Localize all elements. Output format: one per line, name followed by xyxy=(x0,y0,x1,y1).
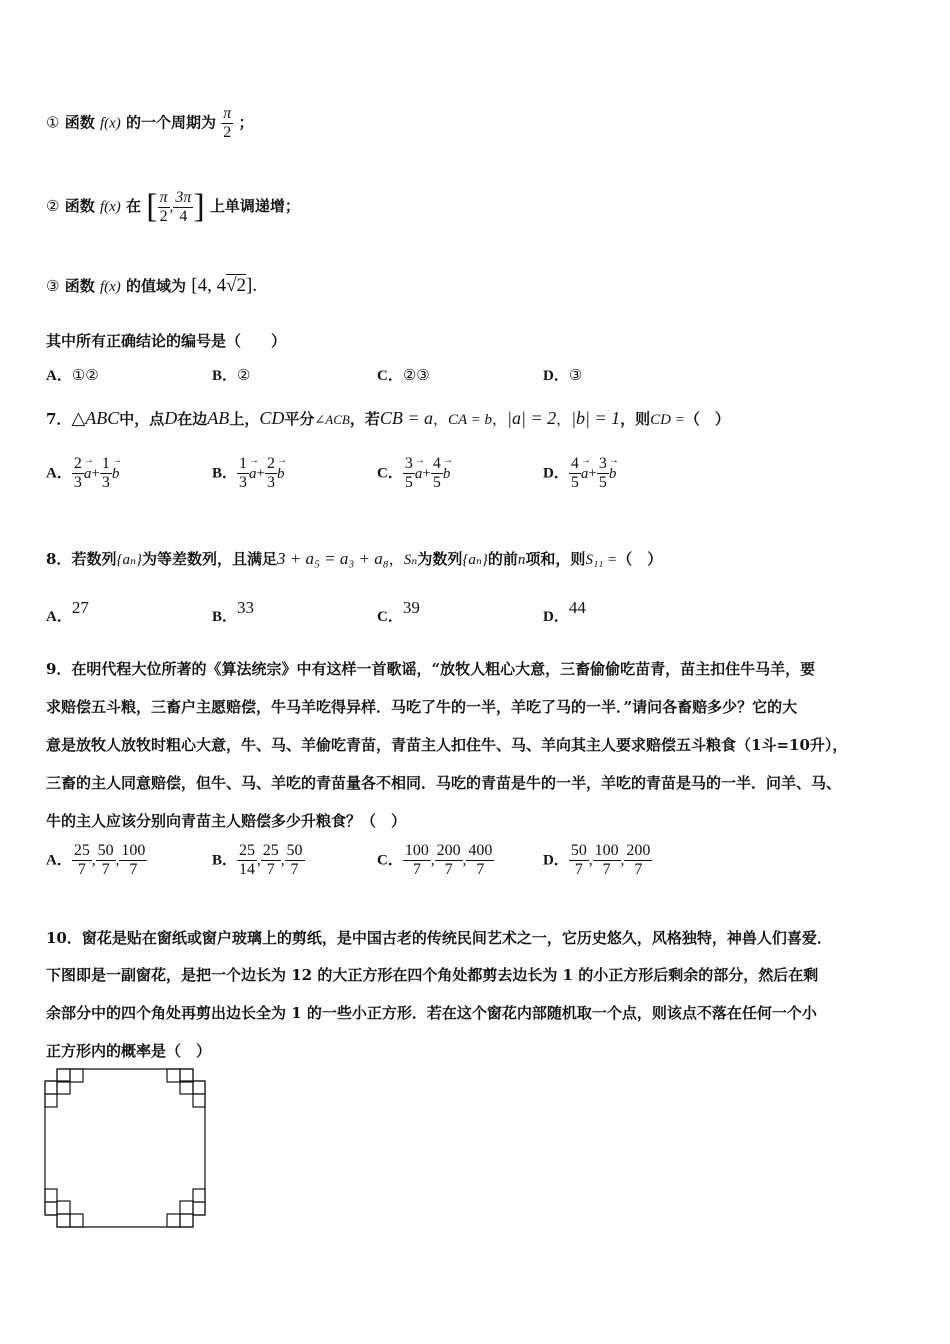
q7-option-c[interactable]: C． $\frac{3}{5}$ → a+ $\frac{4}{5}$ → b xyxy=(377,455,450,492)
small-square xyxy=(57,1081,70,1094)
small-square xyxy=(193,1189,205,1202)
text: 项和，则 xyxy=(525,550,586,568)
small-square xyxy=(45,1189,57,1202)
text: （ ） xyxy=(684,410,730,428)
q10-line-2: 下图即是一副窗花，是把一个边长为 12 的大正方形在四个角处都剪去边长为 1 的小正方形后剩余的部分，然后在剩 xyxy=(46,966,819,984)
q9-option-a[interactable]: A． $\frac{25}{7}$ , $\frac{50}{7}$ , $\frac{100}{7}$ xyxy=(46,842,146,878)
small-square xyxy=(45,1094,57,1107)
q7-option-a[interactable]: A． $\frac{2}{3}$ → a+ $\frac{1}{3}$ → b xyxy=(46,455,119,492)
text: 函数 xyxy=(64,277,95,295)
q-num: 7． xyxy=(46,410,72,428)
text: ， xyxy=(432,412,448,428)
math: n xyxy=(517,552,526,568)
math: CD xyxy=(259,408,285,428)
q8-option-b[interactable]: B．33 xyxy=(212,598,255,625)
small-square xyxy=(45,1081,57,1094)
text: 函数 xyxy=(64,197,95,215)
q9-line-3: 意是放牧人放牧时粗心大意，牛、马、羊偷吃青苗，青苗主人扣住牛、马、羊向其主人要求赔偿五斗粮食（1斗=10升）， xyxy=(46,736,848,754)
q8-option-d[interactable]: D．44 xyxy=(543,598,586,625)
math-fx: f(x) xyxy=(99,115,121,132)
text: 的一个周期为 xyxy=(126,113,217,132)
small-square xyxy=(167,1214,180,1227)
math: |b| = 1 xyxy=(571,408,621,428)
q9-line-2: 求赔偿五斗粮，三畜户主愿赔偿，牛马羊吃得异样．马吃了牛的一半，羊吃了马的一半．”请问各畜赔多少？它的大 xyxy=(46,698,798,716)
text: 若数列 xyxy=(71,550,117,568)
q-num: 8． xyxy=(46,550,72,568)
small-square xyxy=(180,1069,193,1082)
text: 平分 xyxy=(284,410,315,428)
window-flower-figure xyxy=(44,1068,208,1230)
math: Sₙ xyxy=(403,552,418,568)
math: ∠ACB xyxy=(314,412,350,427)
question-8-stem xyxy=(46,548,662,569)
text: ，则 xyxy=(620,410,651,428)
math: {aₙ} xyxy=(116,552,143,568)
small-square xyxy=(193,1094,205,1107)
small-square xyxy=(180,1081,193,1094)
question-6-prompt: 其中所有正确结论的编号是（ ） xyxy=(46,332,287,350)
text: 的值域为 xyxy=(126,277,187,295)
text: ， xyxy=(388,552,404,568)
conclusion-3: ③ 函数 f(x) 的值域为 [4, 4√2]. xyxy=(46,275,258,296)
q9-line-1: 9．在明代程大位所著的《算法统宗》中有这样一首歌谣，“放牧人粗心大意，三畜偷偷吃苗青，苗主扣住牛马羊，要 xyxy=(46,660,816,678)
math: CD = xyxy=(650,412,685,428)
q10-line-3: 余部分中的四个角处再剪出边长全为 1 的一些小正方形．若在这个窗花内部随机取一个点，则该点不落在任何一个小 xyxy=(46,1004,817,1022)
math: S₁₁ = xyxy=(585,552,618,568)
q6-option-d[interactable]: D．③ xyxy=(543,368,583,384)
text: （ ） xyxy=(617,550,663,568)
small-square xyxy=(57,1201,70,1214)
text: ， xyxy=(492,412,508,428)
q6-option-a[interactable]: A．①② xyxy=(46,368,99,384)
q6-option-c[interactable]: C．②③ xyxy=(377,368,430,384)
small-square xyxy=(70,1069,83,1082)
small-square xyxy=(167,1069,180,1082)
small-square xyxy=(193,1202,205,1215)
small-square xyxy=(193,1081,205,1094)
range-end: ]. xyxy=(246,275,258,296)
circled-one: ① xyxy=(46,115,60,132)
text: 上， xyxy=(229,410,260,428)
math: 3 + a₅ = a₃ + a₈ xyxy=(277,549,389,568)
q8-option-a[interactable]: A．27 xyxy=(46,598,89,625)
text: ； xyxy=(238,113,254,132)
q9-line-4: 三畜的主人同意赔偿，但牛、马、羊吃的青苗量各不相同．马吃的青苗是牛的一半，羊吃的青苗是马的一半．问羊、马、 xyxy=(46,774,842,792)
small-square xyxy=(57,1214,70,1227)
small-square xyxy=(180,1201,193,1214)
math: D xyxy=(164,408,178,428)
circled-three: ③ xyxy=(46,279,60,295)
q9-option-d[interactable]: D． $\frac{50}{7}$ , $\frac{100}{7}$ , $\frac{200}{7}$ xyxy=(543,842,651,878)
small-square xyxy=(180,1214,193,1227)
small-square xyxy=(70,1214,83,1227)
fraction-pi-over-2: $\frac{\pi}{2}$ xyxy=(223,105,232,141)
q10-line-1: 10．窗花是贴在窗纸或窗户玻璃上的剪纸，是中国古老的传统民间艺术之一，它历史悠久，风格独特，神兽人们喜爱． xyxy=(46,929,832,947)
text: 在边 xyxy=(177,410,208,428)
fraction-lower: $\frac{\pi}{2}$ xyxy=(159,188,168,225)
math-fx: f(x) xyxy=(99,199,121,215)
text: 的前 xyxy=(487,550,518,568)
text: 上单调递增； xyxy=(209,197,300,215)
q6-option-b[interactable]: B．② xyxy=(212,368,251,384)
text: 为数列 xyxy=(417,550,463,568)
sqrt-arg: 2 xyxy=(236,275,247,296)
range-text: [4, 4 xyxy=(191,275,227,296)
q10-line-4: 正方形内的概率是（ ） xyxy=(46,1042,212,1060)
conclusion-2: ② 函数 f(x) 在 [ $\frac{\pi}{2}$ , $\frac{3\pi}{4}$ ] 上单调递增； xyxy=(46,188,300,225)
math-fx: f(x) xyxy=(99,279,121,295)
q9-option-c[interactable]: C． $\frac{100}{7}$ , $\frac{200}{7}$ , $\frac{400}{7}$ xyxy=(377,842,493,878)
text: ，若 xyxy=(349,410,380,428)
text: 为等差数列，且满足 xyxy=(142,550,278,568)
conclusion-1 xyxy=(46,105,254,142)
math: {aₙ} xyxy=(462,552,488,568)
small-square xyxy=(57,1069,70,1082)
outline xyxy=(45,1069,205,1227)
q7-option-b[interactable]: B． $\frac{1}{3}$ → a+ $\frac{2}{3}$ → b xyxy=(212,455,284,492)
question-7-stem xyxy=(46,408,730,429)
q7-option-d[interactable]: D． $\frac{4}{5}$ → a+ $\frac{3}{5}$ → b xyxy=(543,455,616,492)
circled-two: ② xyxy=(46,199,60,215)
text: 函数 xyxy=(64,113,95,132)
text: 中，点 xyxy=(119,410,165,428)
small-square xyxy=(45,1202,57,1215)
q9-line-5: 牛的主人应该分别向青苗主人赔偿多少升粮食？（ ） xyxy=(46,812,407,830)
math: CA = b xyxy=(448,412,493,428)
q9-option-b[interactable]: B． $\frac{25}{14}$ , $\frac{25}{7}$ , $\frac{50}{7}$ xyxy=(212,842,303,878)
q8-option-c[interactable]: C．39 xyxy=(377,598,420,625)
text: ， xyxy=(556,412,572,428)
fraction-upper: $\frac{3\pi}{4}$ xyxy=(175,188,192,225)
math: |a| = 2 xyxy=(507,408,557,428)
text: 在 xyxy=(126,197,142,215)
math: △ABC xyxy=(71,408,120,428)
math: CB = a xyxy=(379,408,433,428)
math: AB xyxy=(207,408,230,428)
